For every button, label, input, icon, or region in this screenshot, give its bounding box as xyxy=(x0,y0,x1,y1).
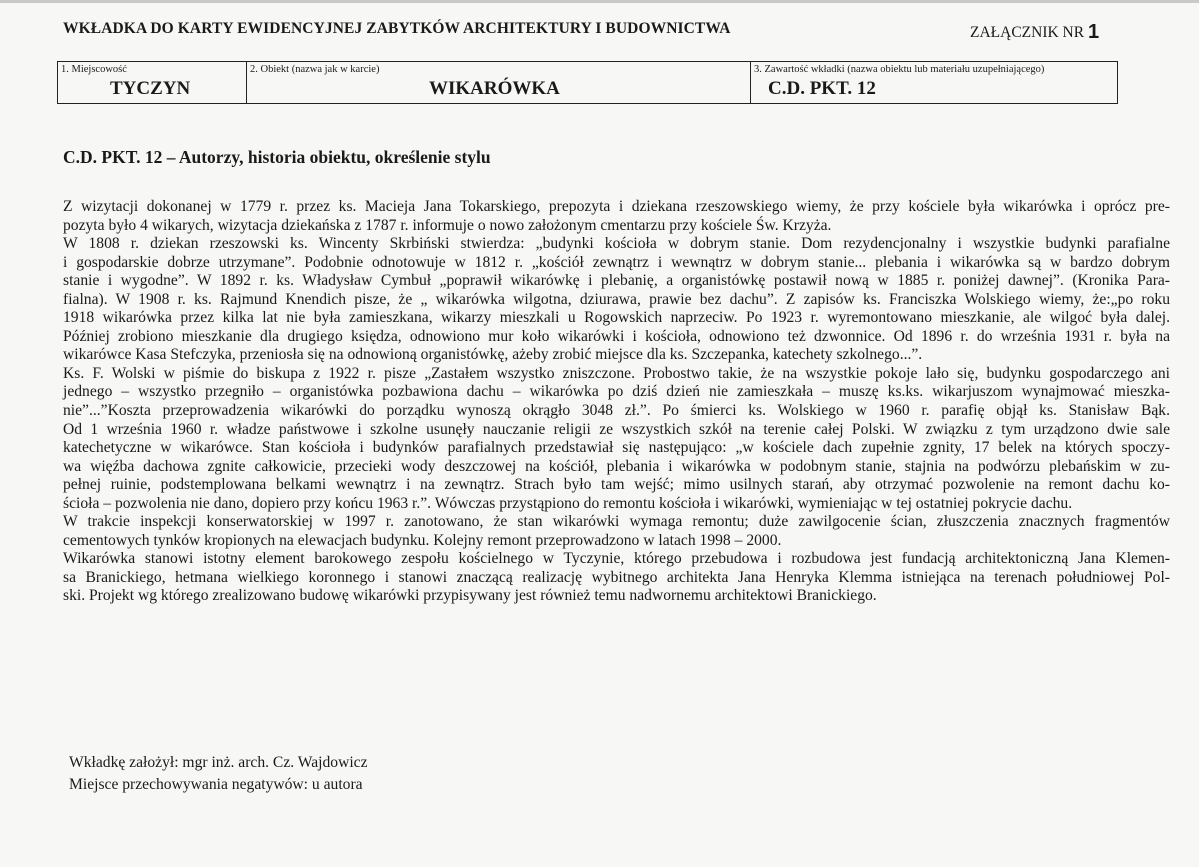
text-line: pozyta było 4 wikarych, wizytacja dziekańska z 1787 r. informuje o nowo założonym cmentarzu przy kościele Św. Krzyża. xyxy=(63,216,832,234)
text-line: Później zrobiono mieszkanie dla drugiego księdza, odnowiono mur koło wikarówki i kościoła, odnowiono też dzwonnice. Od 1896 r. do września 1931 r. była na xyxy=(63,327,1170,345)
text-line: Wikarówka stanowi istotny element barokowego zespołu kościelnego w Tyczynie, którego przebudowa i rozbudowa jest fundacją architektoniczną Jana Klemen- xyxy=(63,550,1170,568)
text-line: i gospodarskie dobrze utrzymane”. Podobnie odnotowuje w 1812 r. „kościół zewnątrz i wewnątrz w dobrym stanie... plebania i wikarówka są w bardzo dobrym xyxy=(63,253,1170,271)
paragraph xyxy=(63,550,1170,606)
locality-label: 1. Miejscowość xyxy=(61,64,127,75)
text-line: stanie i wygodne”. W 1892 r. ks. Władysław Cymbuł „poprawił wikarówkę i plebanię, a organistówkę postawił nową w 1885 r. poniżej dawnej”. (Kronika Para- xyxy=(63,272,1170,290)
paragraph xyxy=(63,198,1170,235)
text-line: fialna). W 1908 r. ks. Rajmund Knendich pisze, że „ wikarówka wilgotna, dziurawa, prawie bez dachu”. Z zapisów ks. Franciszka Wolskiego wiemy, że:„po roku xyxy=(63,290,1170,308)
annex-label: ZAŁĄCZNIK NR xyxy=(970,24,1085,41)
text-line: ścioła – pozwolenia nie dano, dopiero przy końcu 1963 r.”. Wówczas przystąpiono do remontu kościoła i wikarówki, wymieniając w tej ostatniej pokrycie dachu. xyxy=(63,494,1073,512)
form-header-table xyxy=(57,61,1118,104)
text-line: Z wizytacji dokonanej w 1779 r. przez ks. Macieja Jana Tokarskiego, prepozyta i dziekana rzeszowskiego wiemy, że przy kościele była wikarówka i oprócz pre- xyxy=(63,198,1170,215)
locality-cell xyxy=(58,62,247,103)
annex-number xyxy=(970,20,1099,43)
footer-negatives: Miejsce przechowywania negatywów: u autora xyxy=(69,776,363,793)
footer-author: Wkładkę założył: mgr inż. arch. Cz. Wajdowicz xyxy=(69,754,368,771)
paragraph xyxy=(63,235,1170,365)
text-line: katechetyczne w wikarówce. Stan kościoła i budynków parafialnych przedstawiał się następująco: „w kościele dach zupełnie zgnity, 17 belek na których spoczy- xyxy=(63,439,1170,457)
text-line: W 1808 r. dziekan rzeszowski ks. Wincenty Skrbiński stwierdza: „budynki kościoła w dobrym stanie. Dom rezydencjonalny i wszystkie budynki parafialne xyxy=(63,235,1170,253)
object-label: 2. Obiekt (nazwa jak w karcie) xyxy=(250,64,380,75)
text-line: ski. Projekt wg którego zrealizowano budowę wikarówki przypisywany jest również temu nadwornemu architektowi Branickiego. xyxy=(63,587,877,605)
text-line: jednego – wszystko przegniło – organistówka pozbawiona dachu – wikarówka po dziś dzień nie zamieszkała – muszę ks.ks. wikarjuszom wynajmować mieszka- xyxy=(63,383,1170,401)
text-line: pełnej ruinie, podstemplowana belkami wewnątrz i na zewnątrz. Strach było tam wejść; mimo usilnych starań, aby otrzymać pozwolenie na remont dachu ko- xyxy=(63,476,1170,494)
footer xyxy=(69,752,368,796)
content-value: C.D. PKT. 12 xyxy=(768,78,876,99)
text-line: W trakcie inspekcji konserwatorskiej w 1997 r. zanotowano, że stan wikarówki wymaga remontu; duże zawilgocenie ścian, złuszczenia znacznych fragmentów xyxy=(63,513,1170,531)
content-cell xyxy=(751,62,1117,103)
text-line: cementowych tynków kropionych na elewacjach budynku. Kolejny remont przeprowadzono w latach 1998 – 2000. xyxy=(63,531,782,549)
object-value: WIKARÓWKA xyxy=(429,78,560,99)
text-line: sa Branickiego, hetmana wielkiego koronnego i stanowi znaczącą realizację wybitnego architekta Jana Henryka Klemma istniejąca na terenach południowej Pol- xyxy=(63,568,1170,586)
locality-value: TYCZYN xyxy=(110,78,191,99)
scan-edge xyxy=(0,0,1199,3)
paragraph xyxy=(63,365,1170,513)
content-label: 3. Zawartość wkładki (nazwa obiektu lub materiału uzupełniającego) xyxy=(754,64,1045,75)
section-heading: C.D. PKT. 12 – Autorzy, historia obiektu, określenie stylu xyxy=(63,147,491,167)
document-body xyxy=(63,198,1170,606)
annex-number-value: 1 xyxy=(1087,21,1100,43)
paragraph xyxy=(63,513,1170,550)
text-line: 1918 wikarówka przez kilka lat nie była zamieszkana, wikarzy mieszkali u Rogowskich naprzeciw. Po 1923 r. wyremontowano mieszkanie, ale wilgoć była dalej. xyxy=(63,309,1170,327)
text-line: wa więźba dachowa zgnite całkowicie, przecieki wody deszczowej na kościół, plebania i wikarówka w podobnym stanie, stajnia na podwórzu plebańskim w zu- xyxy=(63,457,1170,475)
text-line: nie”...”Koszta przeprowadzenia wikarówki do porządku wynoszą okrągło 3048 zł.”. Po śmierci ks. Wolskiego w 1960 r. parafię objął ks. Stanisław Bąk. xyxy=(63,402,1170,420)
object-cell xyxy=(247,62,751,103)
text-line: wikarówce Kasa Stefczyka, przeniosła się na odnowioną organistówkę, ażeby zrobić miejsce dla ks. Szczepanka, katechety szkolnego...”. xyxy=(63,346,923,364)
text-line: Od 1 września 1960 r. władze państwowe i szkolne usunęły nauczanie religii ze wszystkich szkół na terenie całej Polski. W związku z tym urządzono dwie sale xyxy=(63,420,1170,438)
text-line: Ks. F. Wolski w piśmie do biskupa z 1922 r. pisze „Zastałem wszystko zniszczone. Probostwo takie, że na wszystkie pokoje lało się, budynku gospodarczego ani xyxy=(63,364,1170,382)
document-title: WKŁADKA DO KARTY EWIDENCYJNEJ ZABYTKÓW ARCHITEKTURY I BUDOWNICTWA xyxy=(63,20,731,37)
